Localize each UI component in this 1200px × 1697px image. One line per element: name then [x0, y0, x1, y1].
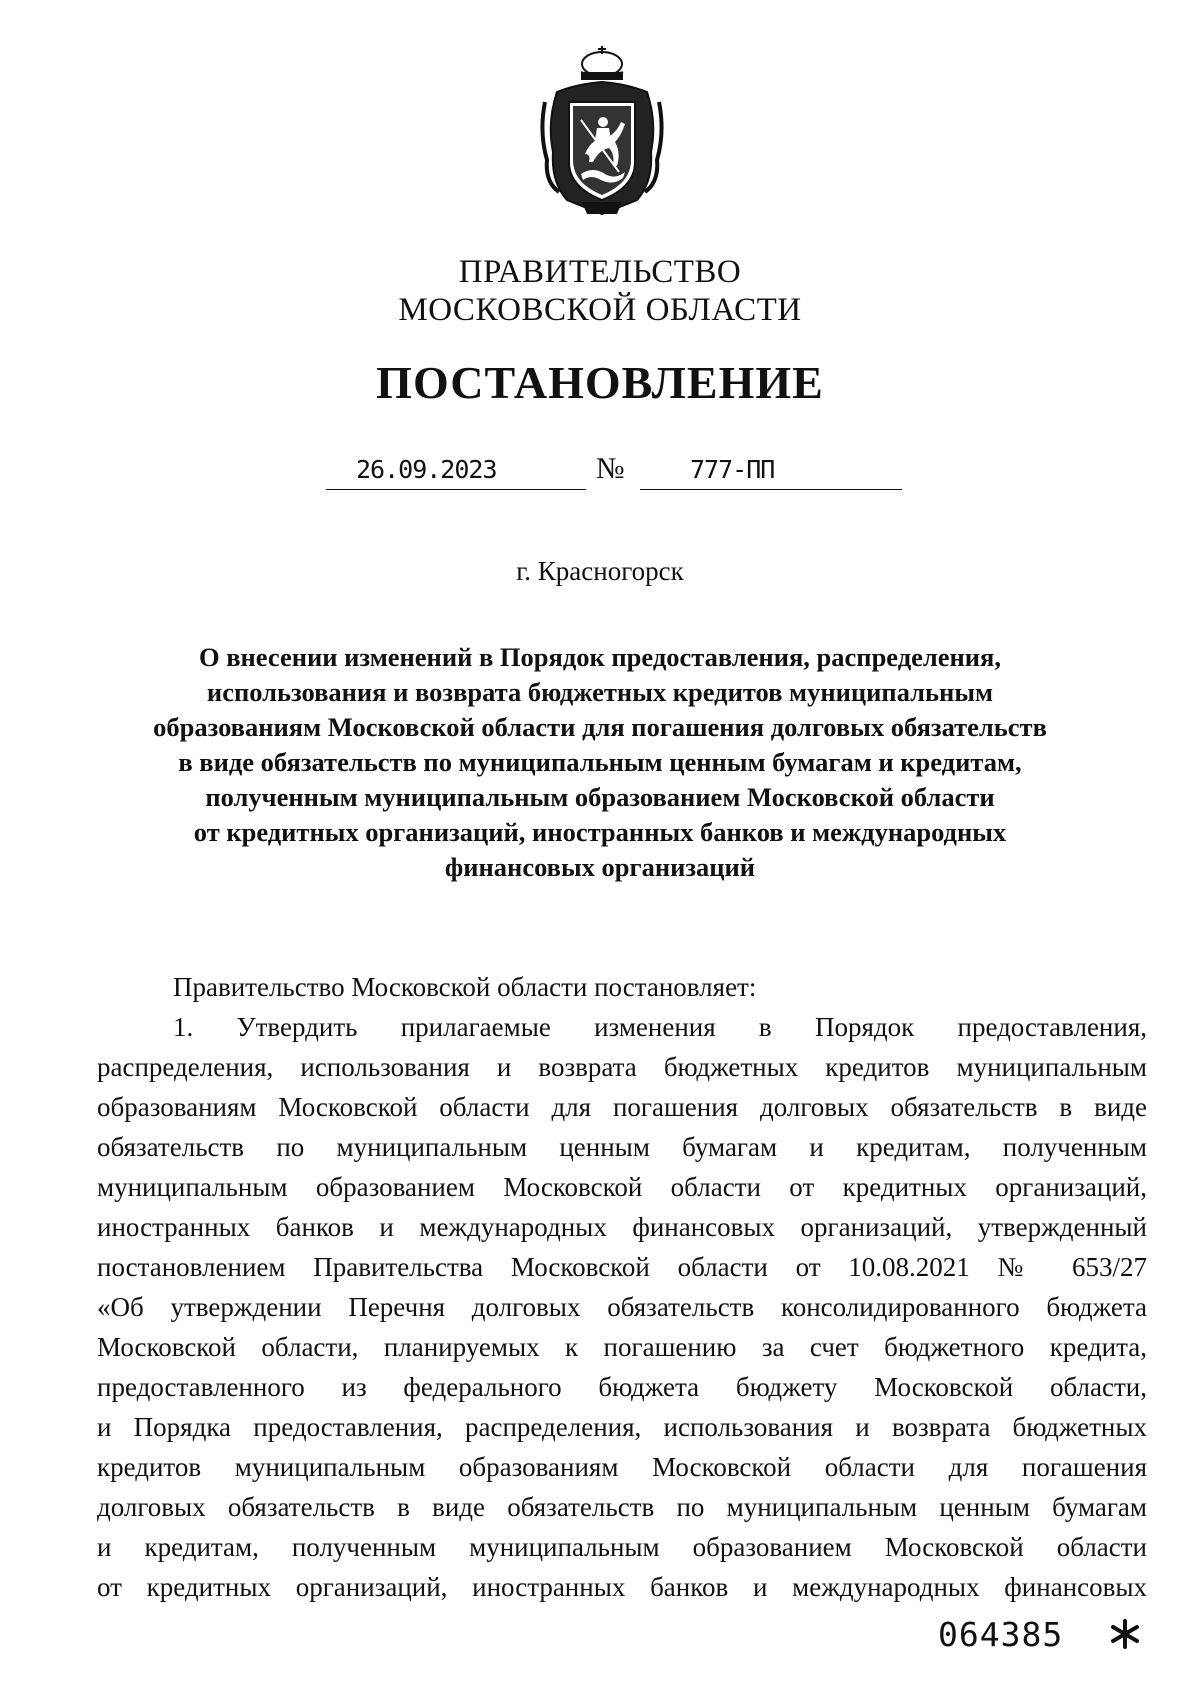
body-line: и Порядка предоставления, распределения, использования и возврата бюджетных: [97, 1412, 1147, 1442]
date-field: [326, 455, 586, 490]
body-line: постановлением Правительства Московской области от 10.08.2021 № 653/27: [97, 1252, 1147, 1282]
body-line: муниципальным образованием Московской области от кредитных организаций,: [97, 1172, 1147, 1202]
document-body: [97, 967, 1147, 1607]
asterisk-icon: [1108, 1617, 1142, 1651]
number-sign: №: [596, 452, 625, 485]
body-line: обязательств по муниципальным ценным бумагам и кредитам, полученным: [97, 1132, 1147, 1162]
number-field: [640, 455, 902, 490]
subject-line: финансовых организаций: [444, 852, 756, 882]
document-number: 777-ПП: [690, 455, 775, 484]
body-line: распределения, использования и возврата бюджетных кредитов муниципальным: [97, 1052, 1147, 1082]
body-line: предоставленного из федерального бюджета бюджету Московской области,: [97, 1372, 1147, 1402]
body-line: 1. Утвердить прилагаемые изменения в Порядок предоставления,: [173, 1012, 1147, 1042]
body-line: образованиям Московской области для погашения долговых обязательств в виде: [97, 1092, 1147, 1122]
body-preamble: Правительство Московской области постановляет:: [173, 972, 757, 1002]
body-line: Московской области, планируемых к погашению за счет бюджетного кредита,: [97, 1332, 1147, 1362]
body-line: иностранных банков и международных финансовых организаций, утвержденный: [97, 1212, 1147, 1242]
moscow-oblast-coat-of-arms-icon: [537, 42, 667, 218]
body-line: кредитов муниципальным образованиям Московской области для погашения: [97, 1452, 1147, 1482]
document-subject: [120, 640, 1080, 885]
subject-line: в виде обязательств по муниципальным ценным бумагам и кредитам,: [178, 747, 1022, 777]
body-line: долговых обязательств в виде обязательств по муниципальным ценным бумагам: [97, 1492, 1147, 1522]
government-title: [0, 253, 1200, 329]
body-line: от кредитных организаций, иностранных банков и международных финансовых: [97, 1572, 1147, 1602]
subject-line: образованиям Московской области для погашения долговых обязательств: [153, 712, 1047, 742]
document-date: 26.09.2023: [356, 455, 497, 484]
body-line: и кредитам, полученным муниципальным образованием Московской области: [97, 1532, 1147, 1562]
gov-title-line-1: ПРАВИТЕЛЬСТВО: [458, 254, 742, 290]
subject-line: использования и возврата бюджетных кредитов муниципальным: [206, 677, 994, 707]
subject-line: полученным муниципальным образованием Московской области: [205, 782, 995, 812]
serial-number: 064385: [938, 1615, 1064, 1654]
city-line: г. Красногорск: [516, 556, 684, 586]
body-line: «Об утверждении Перечня долговых обязательств консолидированного бюджета: [97, 1292, 1147, 1322]
gov-title-line-2: МОСКОВСКОЙ ОБЛАСТИ: [398, 292, 802, 328]
subject-line: О внесении изменений в Порядок предоставления, распределения,: [198, 642, 1002, 672]
subject-line: от кредитных организаций, иностранных банков и международных: [193, 817, 1007, 847]
document-type: ПОСТАНОВЛЕНИЕ: [376, 357, 824, 408]
